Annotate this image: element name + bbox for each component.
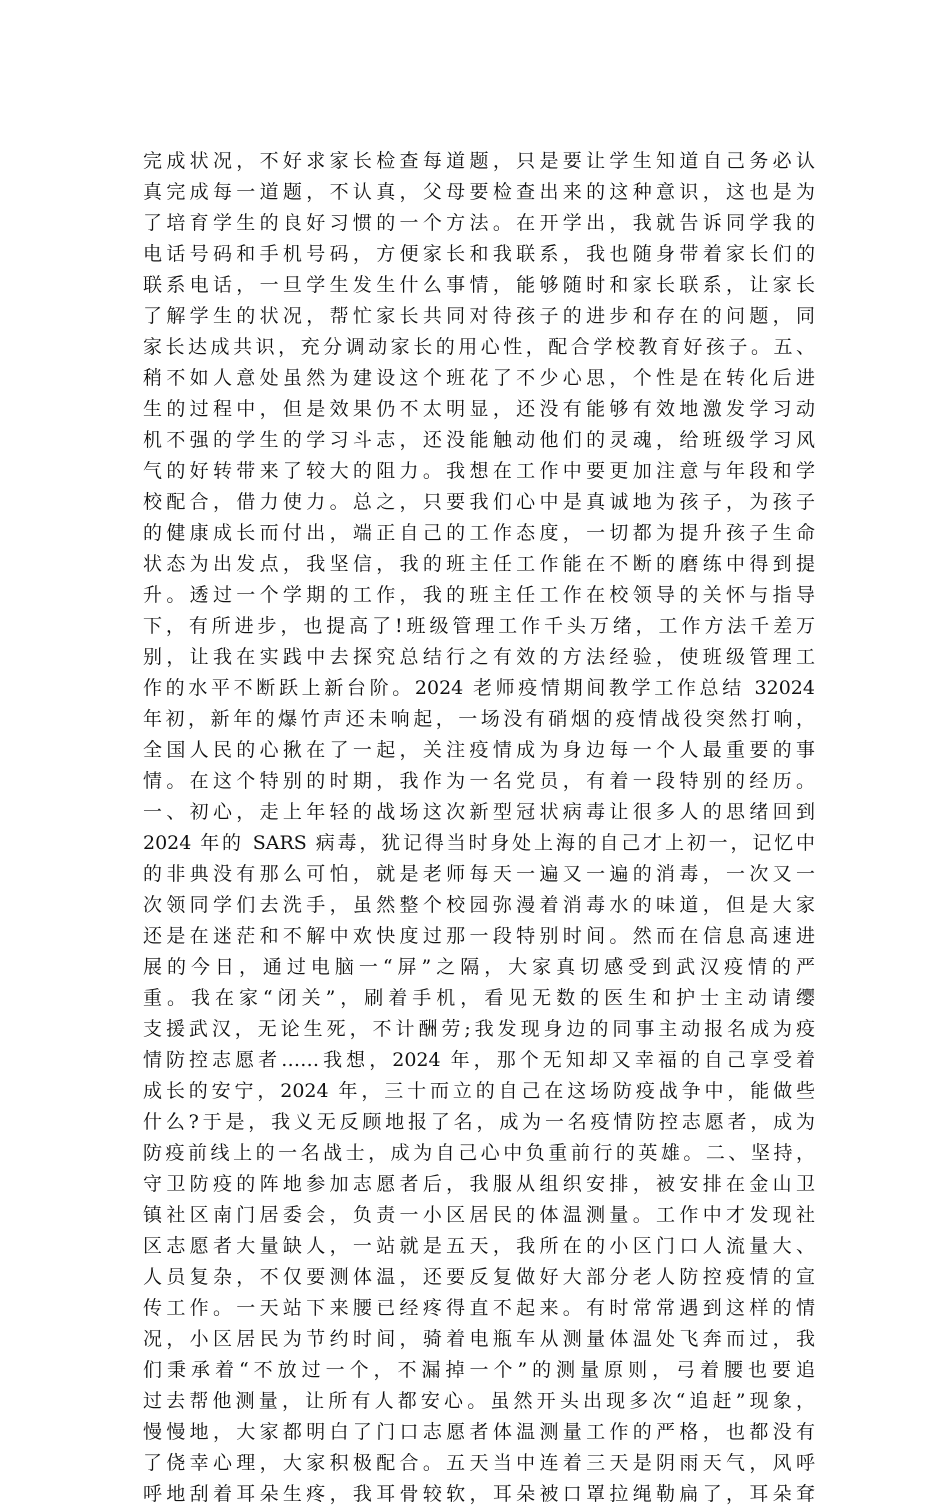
text-line: 还是在迷茫和不解中欢快度过那一段特别时间。然而在信息高速进 xyxy=(143,925,815,947)
text-line: 电话号码和手机号码，方便家长和我联系，我也随身带着家长们的 xyxy=(143,243,815,265)
text-line: 成长的安宁，2024 年，三十而立的自己在这场防疫战争中，能做些 xyxy=(143,1080,815,1102)
text-line: 防疫前线上的一名战士，成为自己心中负重前行的英雄。二、坚持， xyxy=(143,1142,815,1164)
text-line: 年初，新年的爆竹声还未响起，一场没有硝烟的疫情战役突然打响， xyxy=(143,708,815,730)
text-line: 状态为出发点，我坚信，我的班主任工作能在不断的磨练中得到提 xyxy=(143,553,815,575)
text-line: 机不强的学生的学习斗志，还没能触动他们的灵魂，给班级学习风 xyxy=(143,429,815,451)
text-line: 下，有所进步，也提高了!班级管理工作千头万绪，工作方法千差万 xyxy=(143,615,815,637)
text-line: 家长达成共识，充分调动家长的用心性，配合学校教育好孩子。五、 xyxy=(143,336,815,358)
text-line: 次领同学们去洗手，虽然整个校园弥漫着消毒水的味道，但是大家 xyxy=(143,894,815,916)
text-line: 情防控志愿者……我想，2024 年，那个无知却又幸福的自己享受着 xyxy=(143,1049,815,1071)
text-line: 完成状况，不好求家长检查每道题，只是要让学生知道自己务必认 xyxy=(143,150,815,172)
text-line: 支援武汉，无论生死，不计酬劳;我发现身边的同事主动报名成为疫 xyxy=(143,1018,815,1040)
text-line: 生的过程中，但是效果仍不太明显，还没有能够有效地激发学习动 xyxy=(143,398,815,420)
text-line: 什么?于是，我义无反顾地报了名，成为一名疫情防控志愿者，成为 xyxy=(143,1111,815,1133)
text-line: 区志愿者大量缺人，一站就是五天，我所在的小区门口人流量大、 xyxy=(143,1235,815,1257)
text-line: 气的好转带来了较大的阻力。我想在工作中要更加注意与年段和学 xyxy=(143,460,815,482)
document-page xyxy=(143,146,815,1510)
text-line: 人员复杂，不仅要测体温，还要反复做好大部分老人防控疫情的宣 xyxy=(143,1266,815,1288)
text-line: 守卫防疫的阵地参加志愿者后，我服从组织安排，被安排在金山卫 xyxy=(143,1173,815,1195)
text-line: 真完成每一道题，不认真，父母要检查出来的这种意识，这也是为 xyxy=(143,181,815,203)
text-line: 全国人民的心揪在了一起，关注疫情成为身边每一个人最重要的事 xyxy=(143,739,815,761)
text-line: 联系电话，一旦学生发生什么事情，能够随时和家长联系，让家长 xyxy=(143,274,815,296)
text-line: 展的今日，通过电脑一“屏”之隔，大家真切感受到武汉疫情的严 xyxy=(143,956,815,978)
text-line: 校配合，借力使力。总之，只要我们心中是真诚地为孩子，为孩子 xyxy=(143,491,815,513)
text-line: 慢慢地，大家都明白了门口志愿者体温测量工作的严格，也都没有 xyxy=(143,1421,815,1443)
text-line: 升。透过一个学期的工作，我的班主任工作在校领导的关怀与指导 xyxy=(143,584,815,606)
text-line: 的健康成长而付出，端正自己的工作态度，一切都为提升孩子生命 xyxy=(143,522,815,544)
text-line: 况，小区居民为节约时间，骑着电瓶车从测量体温处飞奔而过，我 xyxy=(143,1328,815,1350)
text-line: 重。我在家“闭关”，刷着手机，看见无数的医生和护士主动请缨 xyxy=(143,987,815,1009)
text-line: 情。在这个特别的时期，我作为一名党员，有着一段特别的经历。 xyxy=(143,770,815,792)
text-line: 呼地刮着耳朵生疼，我耳骨较软，耳朵被口罩拉绳勒扁了，耳朵耷 xyxy=(143,1483,815,1505)
text-line: 别，让我在实践中去探究总结行之有效的方法经验，使班级管理工 xyxy=(143,646,815,668)
text-line: 作的水平不断跃上新台阶。2024 老师疫情期间教学工作总结 32024 xyxy=(143,677,815,699)
text-line: 传工作。一天站下来腰已经疼得直不起来。有时常常遇到这样的情 xyxy=(143,1297,815,1319)
text-line: 们秉承着“不放过一个，不漏掉一个”的测量原则，弓着腰也要追 xyxy=(143,1359,815,1381)
text-line: 一、初心，走上年轻的战场这次新型冠状病毒让很多人的思绪回到 xyxy=(143,801,815,823)
text-line: 稍不如人意处虽然为建设这个班花了不少心思，个性是在转化后进 xyxy=(143,367,815,389)
text-line: 2024 年的 SARS 病毒，犹记得当时身处上海的自己才上初一，记忆中 xyxy=(143,832,815,854)
text-line: 过去帮他测量，让所有人都安心。虽然开头出现多次“追赶”现象， xyxy=(143,1390,815,1412)
text-line: 了侥幸心理，大家积极配合。五天当中连着三天是阴雨天气，风呼 xyxy=(143,1452,815,1474)
text-line: 镇社区南门居委会，负责一小区居民的体温测量。工作中才发现社 xyxy=(143,1204,815,1226)
text-line: 了解学生的状况，帮忙家长共同对待孩子的进步和存在的问题，同 xyxy=(143,305,815,327)
text-line: 的非典没有那么可怕，就是老师每天一遍又一遍的消毒，一次又一 xyxy=(143,863,815,885)
text-line: 了培育学生的良好习惯的一个方法。在开学出，我就告诉同学我的 xyxy=(143,212,815,234)
